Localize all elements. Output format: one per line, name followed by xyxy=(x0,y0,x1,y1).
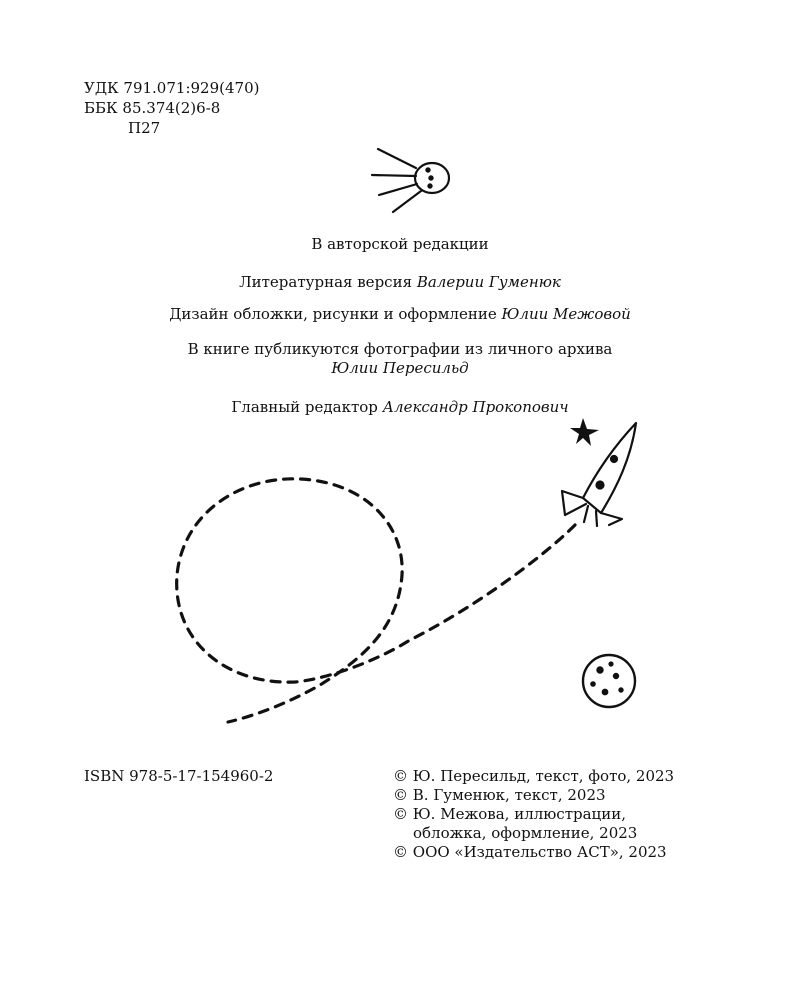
photos-line xyxy=(0,340,800,378)
editor-prefix: Главный редактор xyxy=(231,398,378,416)
orbit-path xyxy=(177,479,575,722)
design-line xyxy=(0,305,800,324)
author-mark: П27 xyxy=(128,119,161,137)
photos-text: В книге публикуются фотографии из личного архива xyxy=(187,340,613,358)
copyright-line: © Ю. Пересильд, текст, фото, 2023 xyxy=(393,767,675,785)
literary-version-line xyxy=(0,273,800,292)
satellite-icon xyxy=(372,149,449,212)
star-icon xyxy=(570,418,599,446)
design-name: Юлии Межовой xyxy=(501,305,631,323)
copyright-line: © В. Гуменюк, текст, 2023 xyxy=(393,786,606,804)
photos-name: Юлии Пересильд xyxy=(331,359,469,377)
literary-name: Валерии Гуменюк xyxy=(416,273,561,291)
copyright-block xyxy=(393,767,674,862)
isbn: ISBN 978-5-17-154960-2 xyxy=(84,767,274,785)
editor-name: Александр Прокопович xyxy=(382,398,569,416)
design-prefix: Дизайн обложки, рисунки и оформление xyxy=(169,305,497,323)
udk-code: УДК 791.071:929(470) xyxy=(84,79,260,97)
rocket-icon xyxy=(562,423,636,526)
copyright-line: обложка, оформление, 2023 xyxy=(413,824,638,842)
moon-icon xyxy=(583,655,635,707)
copyright-line: © Ю. Межова, иллюстрации, xyxy=(393,805,626,823)
editor-line xyxy=(0,398,800,417)
copyright-line: © ООО «Издательство АСТ», 2023 xyxy=(393,843,667,861)
literary-prefix: Литературная версия xyxy=(239,273,413,291)
edition-line: В авторской редакции xyxy=(311,235,489,253)
bbk-code: ББК 85.374(2)6-8 xyxy=(84,99,221,117)
